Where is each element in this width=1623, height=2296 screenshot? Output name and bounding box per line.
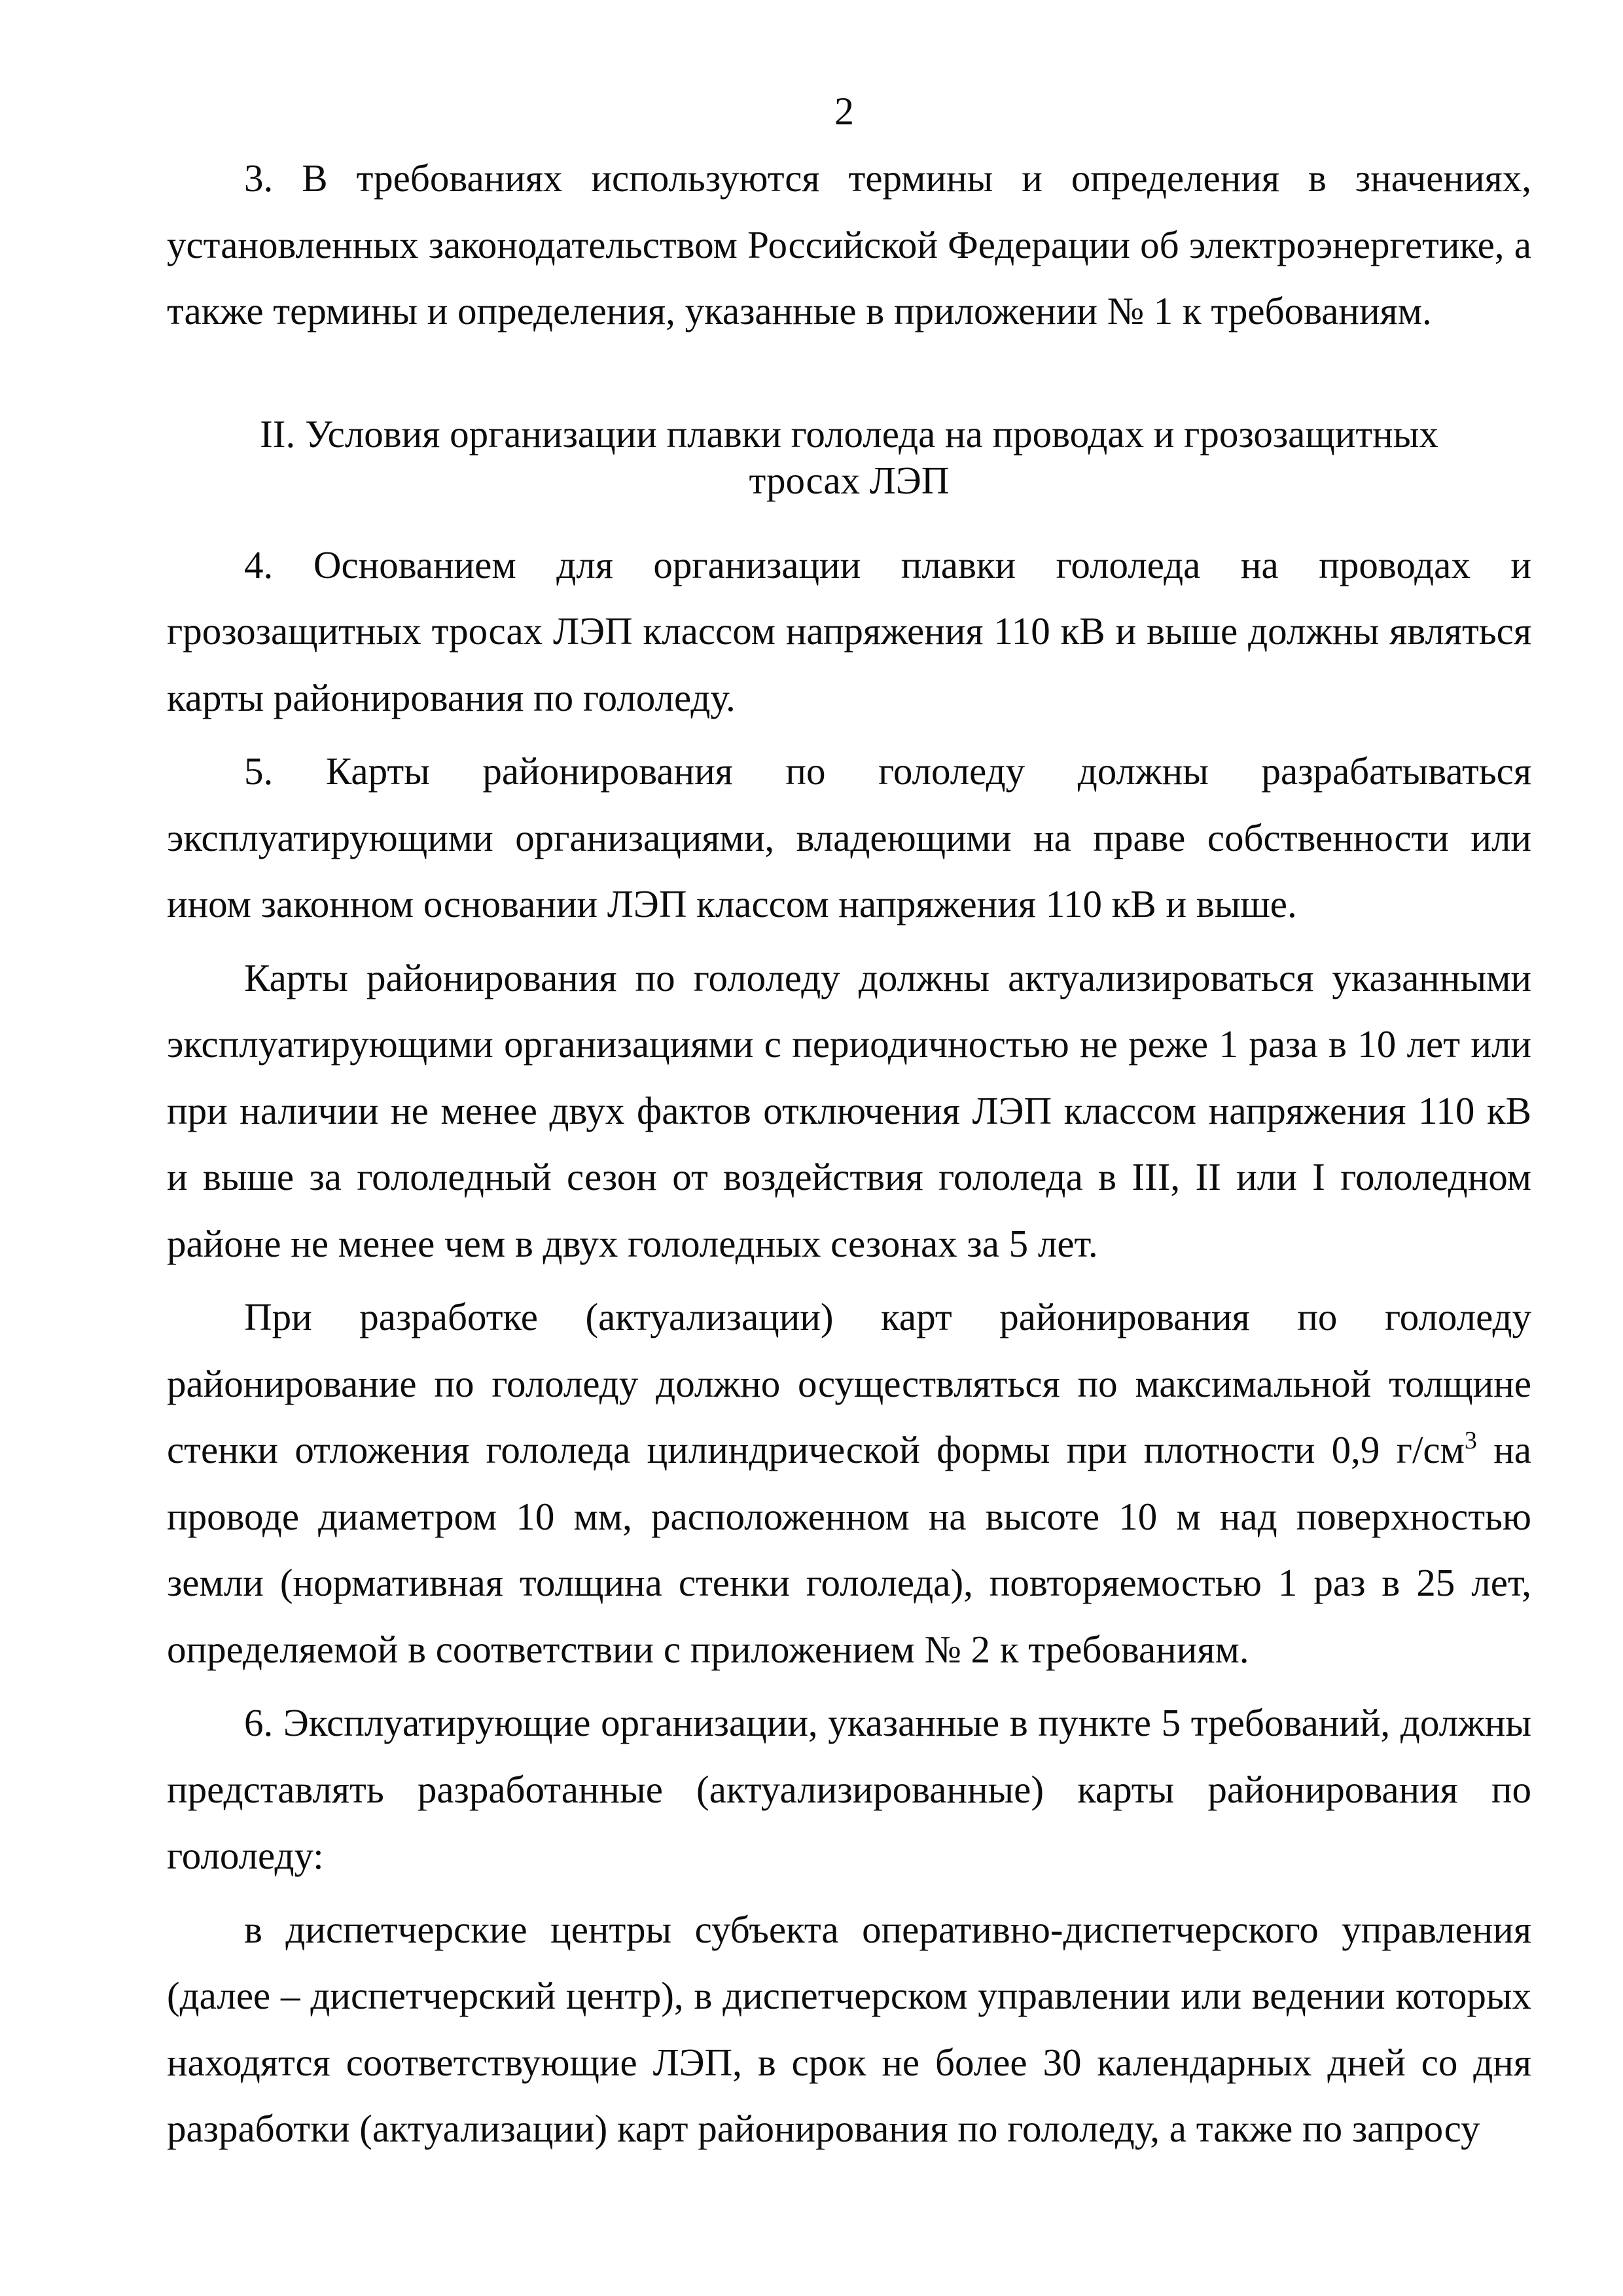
paragraph-5-actualization: Карты районирования по гололеду должны актуализироваться указанными эксплуатирующими организациями с периодичностью не реже 1 раза в 10 лет или при наличии не менее двух фактов отключения ЛЭП классом напряжения 110 кВ и выше за гололедный сезон от воздействия гололеда в III, II или I гололедном районе не менее чем в двух гололедных сезонах за 5 лет. — [167, 956, 1531, 1265]
section-heading-line-2: тросах ЛЭП — [749, 458, 950, 502]
paragraph-5: 5. Карты районирования по гололеду должны разрабатываться эксплуатирующими организациями, владеющими на праве собственности или ином законном основании ЛЭП классом напряжения 110 кВ и выше. — [167, 749, 1531, 925]
paragraph-5-zoning-end: на проводе диаметром 10 мм, расположенном на высоте 10 м над поверхностью земли (нормативная толщина стенки гололеда), повторяемостью 1 раз в 25 лет, определяемой в соответствии с приложением № 2 к требованиям. — [167, 1428, 1531, 1671]
document-body — [167, 145, 1531, 2162]
paragraph-6: 6. Эксплуатирующие организации, указанные в пункте 5 требований, должны представлять разработанные (актуализированные) карты районирования по гололеду: — [167, 1701, 1531, 1877]
paragraph-5-zoning — [167, 1284, 1531, 1683]
paragraph-4: 4. Основанием для организации плавки гололеда на проводах и грозозащитных тросах ЛЭП классом напряжения 110 кВ и выше должны являться карты районирования по гололеду. — [167, 543, 1531, 719]
paragraph-3: 3. В требованиях используются термины и определения в значениях, установленных законодательством Российской Федерации об электроэнергетике, а также термины и определения, указанные в приложении № 1 к требованиям. — [167, 156, 1531, 332]
paragraph-5-zoning-start: При разработке (актуализации) карт районирования по гололеду районирование по гололеду должно осуществляться по максимальной толщине стенки отложения гололеда цилиндрической формы при плотности 0,9 г/см — [167, 1295, 1531, 1471]
page-number: 2 — [834, 90, 854, 133]
section-heading — [167, 411, 1531, 504]
paragraph-6-dispatch: в диспетчерские центры субъекта оперативно-диспетчерского управления (далее – диспетчерский центр), в диспетчерском управлении или ведении которых находятся соответствующие ЛЭП, в срок не более 30 календарных дней со дня разработки (актуализации) карт районирования по гололеду, а также по запросу — [167, 1907, 1531, 2150]
superscript-cube: 3 — [1464, 1427, 1477, 1454]
section-heading-line-1: II. Условия организации плавки гололеда на проводах и грозозащитных — [260, 412, 1438, 456]
